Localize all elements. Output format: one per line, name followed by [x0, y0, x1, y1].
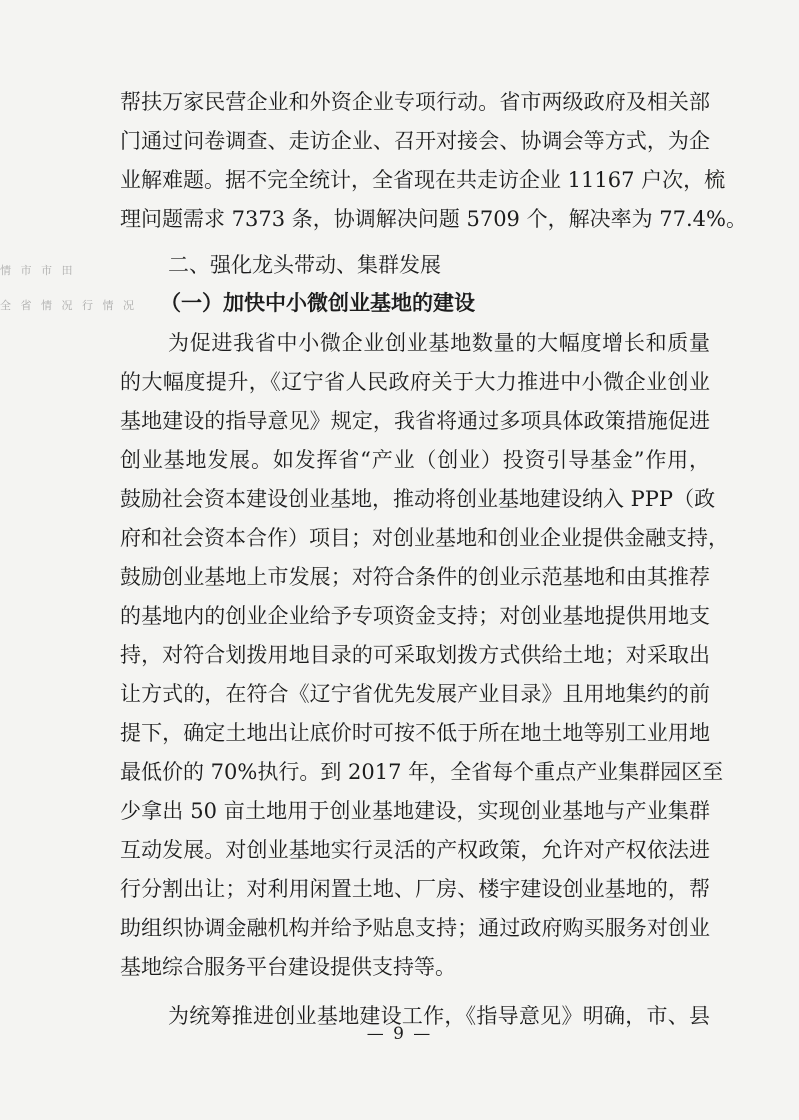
main-paragraph-line: 府和社会资本合作）项目；对创业基地和创业企业提供金融支持，	[120, 526, 729, 550]
main-paragraph-line: 鼓励社会资本建设创业基地，推动将创业基地建设纳入 PPP（政	[120, 487, 716, 511]
main-paragraph-line: 基地综合服务平台建设提供支持等。	[120, 955, 456, 979]
section-heading: 二、强化龙头带动、集群发展	[168, 253, 441, 277]
main-paragraph-line: 少拿出 50 亩土地用于创业基地建设，实现创业基地与产业集群	[120, 799, 710, 823]
main-paragraph-line: 让方式的，在符合《辽宁省优先发展产业目录》且用地集约的前	[120, 682, 710, 706]
main-paragraph-line: 的基地内的创业企业给予专项资金支持；对创业基地提供用地支	[120, 604, 710, 628]
margin-mark-2: 全 省 情 况 行 情 况	[0, 299, 137, 312]
main-paragraph-line: 行分割出让；对利用闲置土地、厂房、楼宇建设创业基地的，帮	[120, 877, 710, 901]
main-paragraph-line: 基地建设的指导意见》规定，我省将通过多项具体政策措施促进	[120, 409, 710, 433]
main-paragraph-line: 最低价的 70%执行。到 2017 年，全省每个重点产业集群园区至	[120, 760, 724, 784]
main-paragraph-line: 创业基地发展。如发挥省“产业（创业）投资引导基金”作用，	[120, 448, 710, 472]
main-paragraph-line: 的大幅度提升，《辽宁省人民政府关于大力推进中小微企业创业	[120, 370, 710, 394]
subsection-heading: （一）加快中小微创业基地的建设	[160, 290, 475, 315]
main-paragraph-line: 鼓励创业基地上市发展；对符合条件的创业示范基地和由其推荐	[120, 565, 710, 589]
main-paragraph-line: 持，对符合划拨用地目录的可采取划拨方式供给土地；对采取出	[120, 643, 710, 667]
closing-line: 为统筹推进创业基地建设工作，《指导意见》明确，市、县	[168, 1004, 710, 1028]
page-number: — 9 —	[366, 1024, 433, 1044]
top-paragraph-line: 理问题需求 7373 条，协调解决问题 5709 个，解决率为 77.4%。	[120, 207, 747, 231]
main-paragraph-line: 互动发展。对创业基地实行灵活的产权政策，允许对产权依法进	[120, 838, 710, 862]
main-paragraph-line: 提下，确定土地出让底价时可按不低于所在地土地等别工业用地	[120, 721, 710, 745]
top-paragraph-line: 帮扶万家民营企业和外资企业专项行动。省市两级政府及相关部	[120, 90, 710, 114]
top-paragraph-line: 业解难题。据不完全统计，全省现在共走访企业 11167 户次，梳	[120, 168, 726, 192]
top-paragraph-line: 门通过问卷调查、走访企业、召开对接会、协调会等方式，为企	[120, 129, 710, 153]
main-paragraph-line: 助组织协调金融机构并给予贴息支持；通过政府购买服务对创业	[120, 916, 710, 940]
main-paragraph-line: 为促进我省中小微企业创业基地数量的大幅度增长和质量	[168, 331, 710, 355]
margin-mark-1: 情 市 市 田	[0, 264, 76, 277]
